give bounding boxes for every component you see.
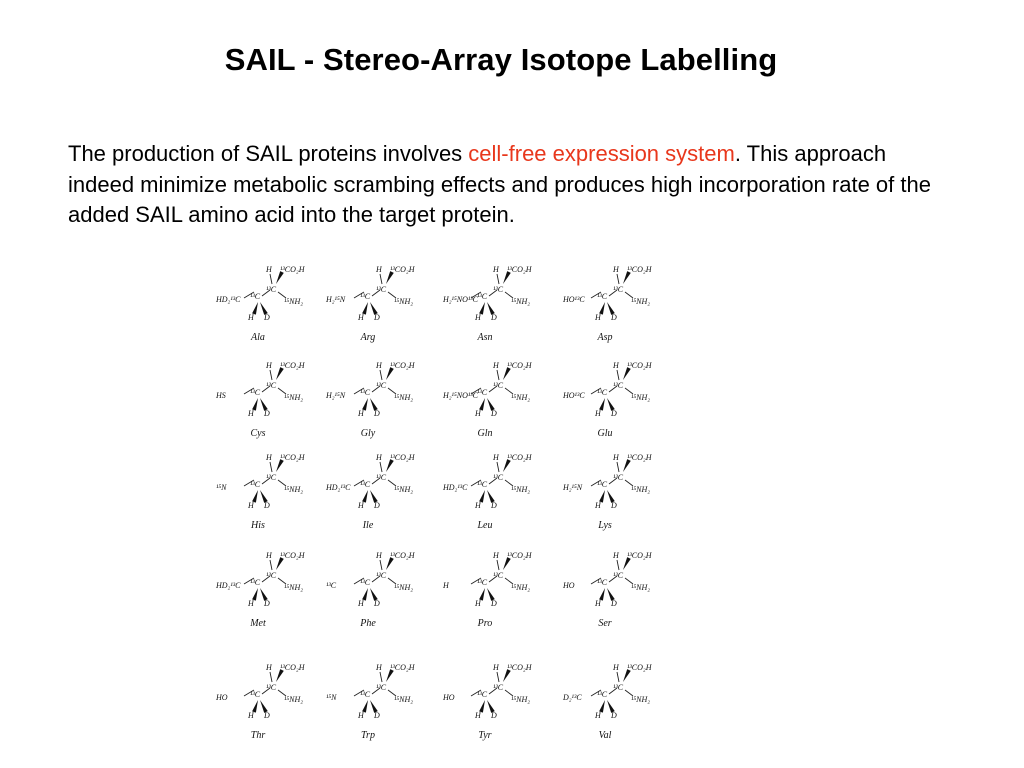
side-chain-label: H bbox=[443, 581, 449, 590]
structure-drawing bbox=[555, 358, 665, 424]
amino-acid-name: Ala bbox=[251, 332, 265, 343]
amine-label: ¹⁵NH₂ bbox=[284, 583, 304, 592]
amine-label: ¹⁵NH₂ bbox=[511, 297, 531, 306]
amine-label: ¹⁵NH₂ bbox=[284, 695, 304, 704]
carboxyl-label: ¹³CO₂H bbox=[390, 551, 415, 560]
alpha-hydrogen-label: H bbox=[613, 265, 619, 274]
carboxyl-label: ¹³CO₂H bbox=[627, 663, 652, 672]
amino-acid-name: Asp bbox=[597, 332, 613, 343]
amine-label: ¹⁵NH₂ bbox=[394, 695, 414, 704]
alpha-carbon-label: ¹³C bbox=[493, 683, 504, 692]
amine-label: ¹⁵NH₂ bbox=[631, 297, 651, 306]
bond bbox=[380, 560, 382, 570]
deuterium-label: D bbox=[374, 711, 380, 720]
beta-carbon-label: ¹³C bbox=[250, 578, 261, 587]
structure-ala bbox=[208, 262, 318, 362]
alpha-hydrogen-label: H bbox=[376, 663, 382, 672]
beta-carbon-label: ¹³C bbox=[477, 292, 488, 301]
carboxyl-label: ¹³CO₂H bbox=[390, 265, 415, 274]
alpha-hydrogen-label: H bbox=[613, 551, 619, 560]
structure-drawing bbox=[208, 262, 318, 328]
bond bbox=[380, 274, 382, 284]
amine-label: ¹⁵NH₂ bbox=[394, 297, 414, 306]
amino-acid-name: Glu bbox=[597, 428, 613, 439]
alpha-hydrogen-label: H bbox=[266, 663, 272, 672]
beta-carbon-label: ¹³C bbox=[360, 292, 371, 301]
structure-drawing bbox=[318, 548, 428, 614]
structure-thr bbox=[208, 660, 318, 760]
bond bbox=[270, 462, 272, 472]
bond bbox=[497, 560, 499, 570]
hydrogen-label: H bbox=[475, 501, 481, 510]
bond bbox=[617, 462, 619, 472]
side-chain-label: HO bbox=[216, 693, 228, 702]
alpha-hydrogen-label: H bbox=[613, 361, 619, 370]
deuterium-label: D bbox=[374, 599, 380, 608]
structure-met bbox=[208, 548, 318, 648]
highlighted-phrase: cell-free expression system bbox=[468, 141, 735, 166]
amino-acid-name: Trp bbox=[361, 730, 375, 741]
structure-drawing bbox=[435, 450, 545, 516]
side-chain-label: HD₂¹³C bbox=[216, 295, 241, 304]
structure-drawing bbox=[208, 548, 318, 614]
alpha-carbon-label: ¹³C bbox=[613, 473, 624, 482]
hydrogen-label: H bbox=[475, 409, 481, 418]
alpha-carbon-label: ¹³C bbox=[613, 381, 624, 390]
amino-acid-name: Leu bbox=[477, 520, 493, 531]
amine-label: ¹⁵NH₂ bbox=[631, 485, 651, 494]
beta-carbon-label: ¹³C bbox=[597, 690, 608, 699]
amine-label: ¹⁵NH₂ bbox=[284, 393, 304, 402]
alpha-hydrogen-label: H bbox=[376, 453, 382, 462]
alpha-carbon-label: ¹³C bbox=[376, 473, 387, 482]
beta-carbon-label: ¹³C bbox=[250, 292, 261, 301]
deuterium-label: D bbox=[491, 501, 497, 510]
bond bbox=[497, 462, 499, 472]
amino-acid-name: Asn bbox=[477, 332, 493, 343]
side-chain-label: HO bbox=[563, 581, 575, 590]
amine-label: ¹⁵NH₂ bbox=[394, 393, 414, 402]
carboxyl-label: ¹³CO₂H bbox=[280, 551, 305, 560]
alpha-carbon-label: ¹³C bbox=[266, 285, 277, 294]
beta-carbon-label: ¹³C bbox=[360, 690, 371, 699]
bond bbox=[380, 462, 382, 472]
alpha-carbon-label: ¹³C bbox=[493, 285, 504, 294]
alpha-hydrogen-label: H bbox=[266, 453, 272, 462]
structure-drawing bbox=[555, 262, 665, 328]
bond bbox=[270, 560, 272, 570]
deuterium-label: D bbox=[611, 501, 617, 510]
amine-label: ¹⁵NH₂ bbox=[511, 485, 531, 494]
alpha-carbon-label: ¹³C bbox=[266, 473, 277, 482]
alpha-hydrogen-label: H bbox=[493, 663, 499, 672]
slide-title: SAIL - Stereo-Array Isotope Labelling bbox=[224, 42, 778, 77]
bond bbox=[617, 274, 619, 284]
side-chain-label: H₂¹⁵NO¹³C bbox=[443, 391, 478, 400]
bond bbox=[497, 274, 499, 284]
carboxyl-label: ¹³CO₂H bbox=[507, 663, 532, 672]
alpha-carbon-label: ¹³C bbox=[376, 683, 387, 692]
beta-carbon-label: ¹³C bbox=[360, 388, 371, 397]
alpha-carbon-label: ¹³C bbox=[376, 571, 387, 580]
beta-carbon-label: ¹³C bbox=[250, 480, 261, 489]
hydrogen-label: H bbox=[475, 599, 481, 608]
amino-acid-name: Phe bbox=[360, 618, 376, 629]
structure-drawing bbox=[555, 660, 665, 726]
deuterium-label: D bbox=[264, 409, 270, 418]
side-chain-label: HS bbox=[216, 391, 226, 400]
beta-carbon-label: ¹³C bbox=[597, 388, 608, 397]
amine-label: ¹⁵NH₂ bbox=[284, 485, 304, 494]
side-chain-label: H₂¹⁵N bbox=[563, 483, 583, 492]
alpha-hydrogen-label: H bbox=[493, 453, 499, 462]
bond bbox=[617, 672, 619, 682]
bond bbox=[270, 672, 272, 682]
carboxyl-label: ¹³CO₂H bbox=[627, 551, 652, 560]
intro-text-start: The production of SAIL proteins involves bbox=[68, 141, 469, 166]
side-chain-label: HO bbox=[443, 693, 455, 702]
structure-drawing bbox=[555, 548, 665, 614]
amine-label: ¹⁵NH₂ bbox=[631, 583, 651, 592]
structure-arg bbox=[318, 262, 428, 362]
hydrogen-label: H bbox=[248, 501, 254, 510]
deuterium-label: D bbox=[374, 313, 380, 322]
side-chain-label: HO¹³C bbox=[563, 391, 585, 400]
deuterium-label: D bbox=[491, 599, 497, 608]
structure-val bbox=[555, 660, 665, 760]
structure-drawing bbox=[318, 450, 428, 516]
deuterium-label: D bbox=[374, 409, 380, 418]
deuterium-label: D bbox=[264, 313, 270, 322]
alpha-hydrogen-label: H bbox=[613, 663, 619, 672]
structure-cys bbox=[208, 358, 318, 458]
deuterium-label: D bbox=[611, 409, 617, 418]
amino-acid-name: Met bbox=[250, 618, 266, 629]
bond bbox=[617, 370, 619, 380]
structure-drawing bbox=[208, 450, 318, 516]
beta-carbon-label: ¹³C bbox=[477, 388, 488, 397]
alpha-carbon-label: ¹³C bbox=[493, 473, 504, 482]
carboxyl-label: ¹³CO₂H bbox=[627, 453, 652, 462]
hydrogen-label: H bbox=[248, 313, 254, 322]
deuterium-label: D bbox=[491, 711, 497, 720]
hydrogen-label: H bbox=[475, 711, 481, 720]
amino-acid-name: His bbox=[251, 520, 265, 531]
side-chain-label: H₂¹⁵NO¹³C bbox=[443, 295, 478, 304]
amine-label: ¹⁵NH₂ bbox=[511, 695, 531, 704]
amino-acid-name: Cys bbox=[250, 428, 266, 439]
alpha-carbon-label: ¹³C bbox=[613, 683, 624, 692]
bond bbox=[380, 370, 382, 380]
hydrogen-label: H bbox=[595, 599, 601, 608]
bond bbox=[617, 560, 619, 570]
structure-gly bbox=[318, 358, 428, 458]
carboxyl-label: ¹³CO₂H bbox=[390, 361, 415, 370]
structure-drawing bbox=[555, 450, 665, 516]
structure-lys bbox=[555, 450, 665, 550]
hydrogen-label: H bbox=[595, 409, 601, 418]
hydrogen-label: H bbox=[358, 711, 364, 720]
hydrogen-label: H bbox=[358, 313, 364, 322]
amino-acid-name: Tyr bbox=[478, 730, 492, 741]
alpha-hydrogen-label: H bbox=[266, 361, 272, 370]
carboxyl-label: ¹³CO₂H bbox=[627, 361, 652, 370]
hydrogen-label: H bbox=[595, 711, 601, 720]
structure-drawing bbox=[435, 660, 545, 726]
alpha-hydrogen-label: H bbox=[376, 265, 382, 274]
side-chain-label: HO¹³C bbox=[563, 295, 585, 304]
beta-carbon-label: ¹³C bbox=[477, 690, 488, 699]
carboxyl-label: ¹³CO₂H bbox=[507, 361, 532, 370]
deuterium-label: D bbox=[374, 501, 380, 510]
side-chain-label: ¹⁵N bbox=[216, 483, 227, 492]
deuterium-label: D bbox=[264, 711, 270, 720]
alpha-hydrogen-label: H bbox=[266, 551, 272, 560]
structure-pro bbox=[435, 548, 545, 648]
alpha-carbon-label: ¹³C bbox=[266, 571, 277, 580]
hydrogen-label: H bbox=[358, 599, 364, 608]
beta-carbon-label: ¹³C bbox=[250, 690, 261, 699]
alpha-carbon-label: ¹³C bbox=[493, 571, 504, 580]
hydrogen-label: H bbox=[358, 501, 364, 510]
structure-drawing bbox=[208, 660, 318, 726]
amino-acid-name: Gln bbox=[477, 428, 493, 439]
amino-acid-name: Arg bbox=[360, 332, 376, 343]
alpha-carbon-label: ¹³C bbox=[613, 571, 624, 580]
alpha-carbon-label: ¹³C bbox=[493, 381, 504, 390]
side-chain-label: H₂¹⁵N bbox=[326, 295, 346, 304]
structure-drawing bbox=[435, 358, 545, 424]
carboxyl-label: ¹³CO₂H bbox=[280, 453, 305, 462]
bond bbox=[270, 274, 272, 284]
beta-carbon-label: ¹³C bbox=[360, 480, 371, 489]
structure-leu bbox=[435, 450, 545, 550]
side-chain-label: H₂¹⁵N bbox=[326, 391, 346, 400]
intro-text-end: . This approach indeed minimize metabolic scrambing effects and produces high incorporation rate of the added SAIL amino acid into the target protein. bbox=[68, 141, 931, 227]
amine-label: ¹⁵NH₂ bbox=[394, 485, 414, 494]
side-chain-label: ¹³C bbox=[326, 581, 337, 590]
structure-glu bbox=[555, 358, 665, 458]
amino-acid-name: Ser bbox=[598, 618, 612, 629]
amine-label: ¹⁵NH₂ bbox=[394, 583, 414, 592]
alpha-carbon-label: ¹³C bbox=[266, 381, 277, 390]
structure-trp bbox=[318, 660, 428, 760]
structure-his bbox=[208, 450, 318, 550]
hydrogen-label: H bbox=[248, 711, 254, 720]
carboxyl-label: ¹³CO₂H bbox=[507, 265, 532, 274]
structure-drawing bbox=[318, 358, 428, 424]
side-chain-label: HD₂¹³C bbox=[326, 483, 351, 492]
alpha-hydrogen-label: H bbox=[376, 551, 382, 560]
structure-phe bbox=[318, 548, 428, 648]
alpha-hydrogen-label: H bbox=[493, 265, 499, 274]
structure-drawing bbox=[318, 262, 428, 328]
structure-asp bbox=[555, 262, 665, 362]
amine-label: ¹⁵NH₂ bbox=[511, 393, 531, 402]
carboxyl-label: ¹³CO₂H bbox=[280, 265, 305, 274]
carboxyl-label: ¹³CO₂H bbox=[507, 453, 532, 462]
alpha-carbon-label: ¹³C bbox=[266, 683, 277, 692]
structure-tyr bbox=[435, 660, 545, 760]
amine-label: ¹⁵NH₂ bbox=[511, 583, 531, 592]
hydrogen-label: H bbox=[248, 409, 254, 418]
alpha-hydrogen-label: H bbox=[613, 453, 619, 462]
amino-acid-name: Ile bbox=[362, 520, 374, 531]
bond bbox=[270, 370, 272, 380]
beta-carbon-label: ¹³C bbox=[477, 578, 488, 587]
amine-label: ¹⁵NH₂ bbox=[284, 297, 304, 306]
deuterium-label: D bbox=[491, 313, 497, 322]
deuterium-label: D bbox=[611, 313, 617, 322]
carboxyl-label: ¹³CO₂H bbox=[280, 361, 305, 370]
alpha-hydrogen-label: H bbox=[493, 551, 499, 560]
beta-carbon-label: ¹³C bbox=[597, 292, 608, 301]
carboxyl-label: ¹³CO₂H bbox=[507, 551, 532, 560]
hydrogen-label: H bbox=[595, 313, 601, 322]
carboxyl-label: ¹³CO₂H bbox=[280, 663, 305, 672]
deuterium-label: D bbox=[264, 599, 270, 608]
carboxyl-label: ¹³CO₂H bbox=[390, 663, 415, 672]
bond bbox=[497, 672, 499, 682]
alpha-hydrogen-label: H bbox=[376, 361, 382, 370]
hydrogen-label: H bbox=[248, 599, 254, 608]
amino-acid-name: Thr bbox=[250, 730, 266, 741]
beta-carbon-label: ¹³C bbox=[360, 578, 371, 587]
side-chain-label: ¹⁵N bbox=[326, 693, 337, 702]
amine-label: ¹⁵NH₂ bbox=[631, 393, 651, 402]
structure-drawing bbox=[208, 358, 318, 424]
structure-drawing bbox=[435, 262, 545, 328]
structure-gln bbox=[435, 358, 545, 458]
alpha-carbon-label: ¹³C bbox=[376, 285, 387, 294]
amino-acid-name: Val bbox=[598, 730, 612, 741]
alpha-hydrogen-label: H bbox=[266, 265, 272, 274]
carboxyl-label: ¹³CO₂H bbox=[627, 265, 652, 274]
hydrogen-label: H bbox=[475, 313, 481, 322]
beta-carbon-label: ¹³C bbox=[477, 480, 488, 489]
deuterium-label: D bbox=[491, 409, 497, 418]
structure-ile bbox=[318, 450, 428, 550]
amino-acid-name: Pro bbox=[477, 618, 493, 629]
amino-acid-name: Lys bbox=[598, 520, 612, 531]
structure-ser bbox=[555, 548, 665, 648]
beta-carbon-label: ¹³C bbox=[597, 480, 608, 489]
alpha-carbon-label: ¹³C bbox=[613, 285, 624, 294]
structure-drawing bbox=[318, 660, 428, 726]
deuterium-label: D bbox=[611, 599, 617, 608]
side-chain-label: HD₂¹³C bbox=[216, 581, 241, 590]
hydrogen-label: H bbox=[358, 409, 364, 418]
structure-asn bbox=[435, 262, 545, 362]
beta-carbon-label: ¹³C bbox=[597, 578, 608, 587]
beta-carbon-label: ¹³C bbox=[250, 388, 261, 397]
amine-label: ¹⁵NH₂ bbox=[631, 695, 651, 704]
alpha-hydrogen-label: H bbox=[493, 361, 499, 370]
carboxyl-label: ¹³CO₂H bbox=[390, 453, 415, 462]
deuterium-label: D bbox=[611, 711, 617, 720]
amino-acid-name: Gly bbox=[360, 428, 376, 439]
structure-drawing bbox=[435, 548, 545, 614]
bond bbox=[380, 672, 382, 682]
bond bbox=[497, 370, 499, 380]
hydrogen-label: H bbox=[595, 501, 601, 510]
alpha-carbon-label: ¹³C bbox=[376, 381, 387, 390]
side-chain-label: HD₂¹³C bbox=[443, 483, 468, 492]
side-chain-label: D₂¹³C bbox=[563, 693, 582, 702]
deuterium-label: D bbox=[264, 501, 270, 510]
